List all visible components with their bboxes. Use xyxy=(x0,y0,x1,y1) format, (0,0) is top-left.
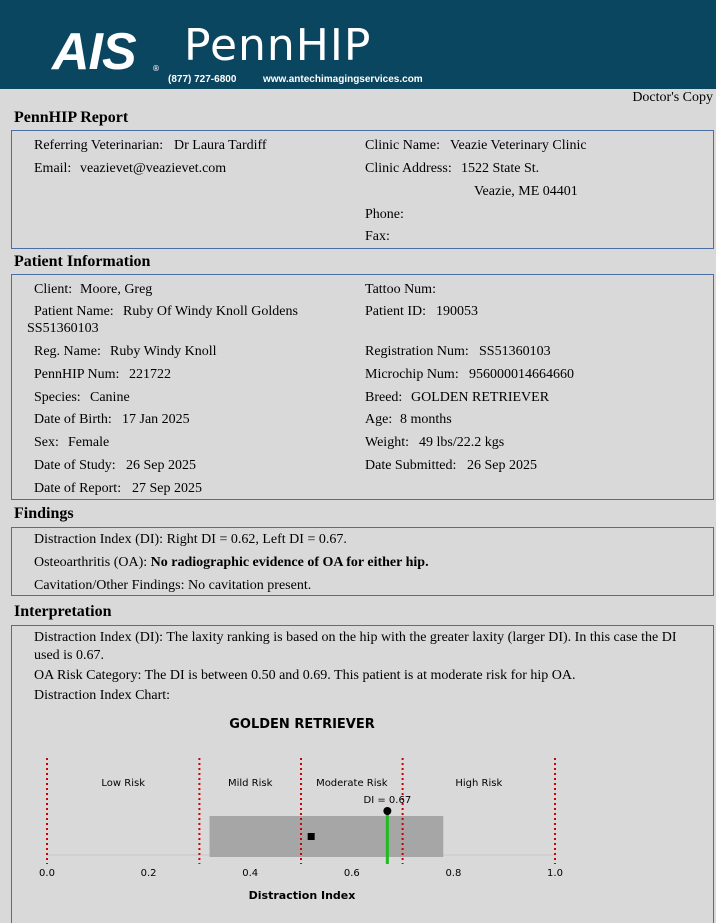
pennhip-logo: PennHIP xyxy=(184,20,372,71)
date-submitted-value: 26 Sep 2025 xyxy=(467,458,537,473)
breed-average-marker xyxy=(308,833,315,840)
breed-value: GOLDEN RETRIEVER xyxy=(411,390,550,405)
client-value: Moore, Greg xyxy=(80,282,153,297)
report-section-title: PennHIP Report xyxy=(14,109,129,126)
tattoo-label: Tattoo Num: xyxy=(365,282,436,297)
date-of-study-value: 26 Sep 2025 xyxy=(126,458,196,473)
patient-id-label: Patient ID: xyxy=(365,304,427,319)
patient-id-value: 190053 xyxy=(436,304,478,319)
microchip-value: 956000014664660 xyxy=(469,367,574,382)
client-label: Client: xyxy=(34,282,73,297)
x-tick-label: 0.0 xyxy=(39,868,55,879)
x-tick-label: 0.8 xyxy=(445,868,462,879)
chart-x-axis-label: Distraction Index xyxy=(248,889,356,902)
patient-section-title: Patient Information xyxy=(14,253,151,270)
header-phone: (877) 727-6800 xyxy=(168,74,237,85)
patient-di-label: DI = 0.67 xyxy=(363,795,412,806)
species-value: Canine xyxy=(90,390,130,405)
findings-di-text: Distraction Index (DI): Right DI = 0.62, Left DI = 0.67. xyxy=(34,532,347,547)
patient-name-label: Patient Name: xyxy=(34,304,114,319)
findings-oa-value: No radiographic evidence of OA for either hip. xyxy=(150,555,429,570)
risk-zone-label: Mild Risk xyxy=(227,778,273,789)
header-website[interactable]: www.antechimagingservices.com xyxy=(263,74,423,85)
reg-name-label: Reg. Name: xyxy=(34,344,101,359)
findings-section-title: Findings xyxy=(14,505,74,522)
referring-vet-label: Referring Veterinarian: xyxy=(34,138,164,153)
email-value[interactable]: veazievet@veazievet.com xyxy=(80,161,227,176)
chart-title: GOLDEN RETRIEVER xyxy=(229,717,375,732)
reg-name-value: Ruby Windy Knoll xyxy=(110,344,217,359)
interpretation-di-line1: Distraction Index (DI): The laxity ranking is based on the hip with the greater laxity (larger DI). In this case the DI xyxy=(34,630,677,645)
risk-zone-label: High Risk xyxy=(455,778,503,789)
date-submitted-label: Date Submitted: xyxy=(365,458,457,473)
phone-label: Phone: xyxy=(365,207,404,222)
interpretation-di-line2: used is 0.67. xyxy=(34,648,104,663)
ais-logo: AIS xyxy=(52,23,136,81)
interpretation-chart-label: Distraction Index Chart: xyxy=(34,688,171,703)
age-label: Age: xyxy=(365,412,393,427)
sex-value: Female xyxy=(68,435,110,450)
fax-label: Fax: xyxy=(365,229,390,244)
breed-label: Breed: xyxy=(365,390,403,405)
pennhip-num-label: PennHIP Num: xyxy=(34,367,120,382)
patient-name-value: Ruby Of Windy Knoll Goldens xyxy=(123,304,298,319)
clinic-name-value: Veazie Veterinary Clinic xyxy=(450,138,587,153)
findings-cavitation-text: Cavitation/Other Findings: No cavitation present. xyxy=(34,578,312,593)
x-tick-label: 0.4 xyxy=(242,868,259,879)
registration-value: SS51360103 xyxy=(479,344,551,359)
age-value: 8 months xyxy=(400,412,452,427)
date-of-study-label: Date of Study: xyxy=(34,458,116,473)
clinic-address-label: Clinic Address: xyxy=(365,161,452,176)
dob-label: Date of Birth: xyxy=(34,412,112,427)
registration-label: Registration Num: xyxy=(365,344,469,359)
findings-oa-label: Osteoarthritis (OA): xyxy=(34,555,148,570)
interpretation-oa-risk: OA Risk Category: The DI is between 0.50 and 0.69. This patient is at moderate risk for hip OA. xyxy=(34,668,576,683)
x-tick-label: 1.0 xyxy=(547,868,563,879)
x-tick-label: 0.6 xyxy=(343,868,360,879)
risk-zone-label: Moderate Risk xyxy=(316,778,388,789)
referring-vet-value: Dr Laura Tardiff xyxy=(174,138,267,153)
weight-value: 49 lbs/22.2 kgs xyxy=(419,435,505,450)
registered-mark-icon: ® xyxy=(152,64,160,73)
species-label: Species: xyxy=(34,390,81,405)
x-tick-label: 0.2 xyxy=(140,868,157,879)
clinic-address-line1: 1522 State St. xyxy=(461,161,540,176)
interpretation-section-title: Interpretation xyxy=(14,603,112,620)
dob-value: 17 Jan 2025 xyxy=(122,412,190,427)
clinic-name-label: Clinic Name: xyxy=(365,138,441,153)
date-of-report-label: Date of Report: xyxy=(34,481,122,496)
email-label: Email: xyxy=(34,161,72,176)
patient-di-point xyxy=(383,807,391,815)
risk-zone-label: Low Risk xyxy=(101,778,146,789)
clinic-address-line2: Veazie, ME 04401 xyxy=(474,184,578,199)
weight-label: Weight: xyxy=(365,435,409,450)
sex-label: Sex: xyxy=(34,435,59,450)
copy-label: Doctor's Copy xyxy=(632,90,713,105)
breed-range-band xyxy=(210,816,444,857)
patient-name-continued: SS51360103 xyxy=(27,321,99,336)
pennhip-num-value: 221722 xyxy=(129,367,171,382)
microchip-label: Microchip Num: xyxy=(365,367,459,382)
date-of-report-value: 27 Sep 2025 xyxy=(132,481,202,496)
